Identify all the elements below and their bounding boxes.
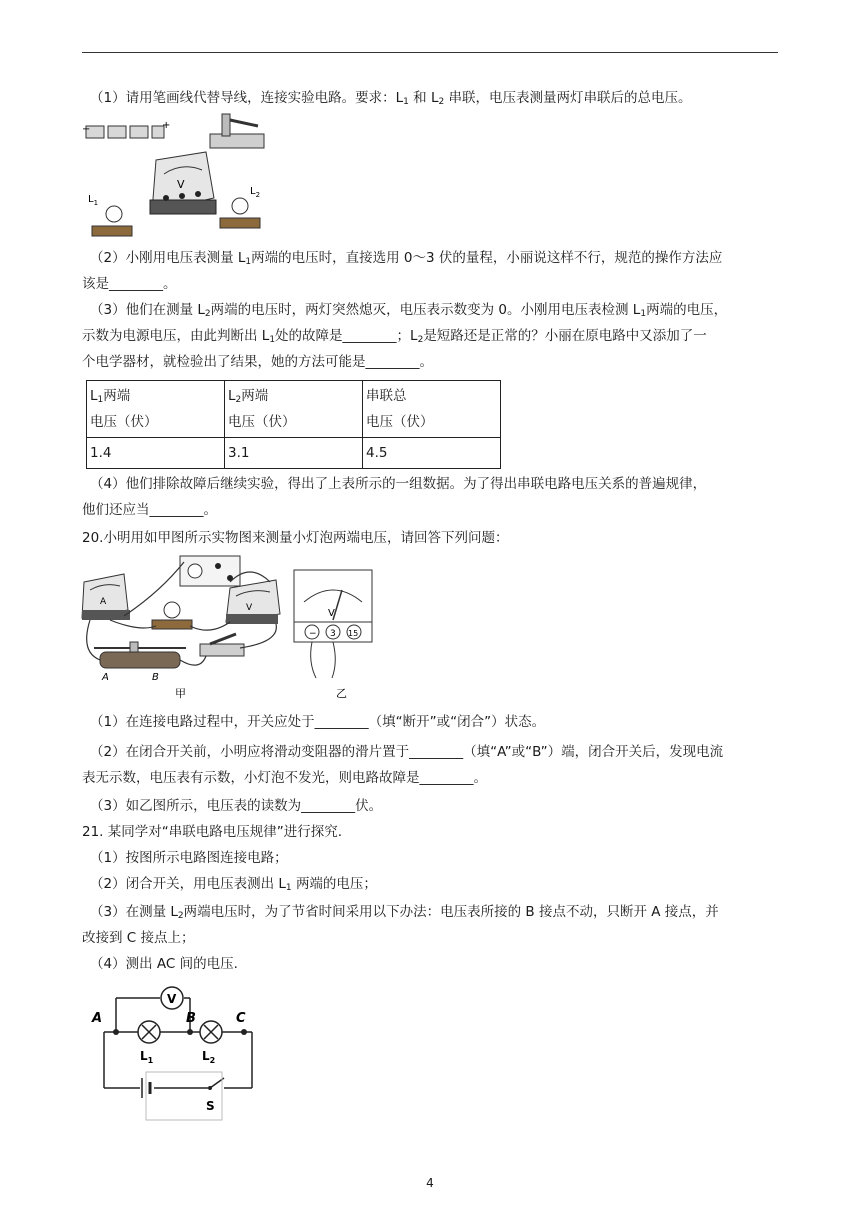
node-a-label: A [92,1011,103,1026]
terminal-3-label: 3 [330,629,336,639]
bulb-l2-icon [220,198,260,228]
voltmeter-label: V [246,603,253,613]
voltmeter-label: V [177,178,185,191]
voltmeter-label: V [167,992,177,1006]
q20-title: 20.小明用如甲图所示实物图来测量小灯泡两端电压，请回答下列问题： [82,530,509,546]
lamp-l1-label [140,1049,154,1065]
node-b-label: B [186,1011,196,1026]
lamp-l2-sub: 2 [209,1056,216,1065]
table-header-l2: $L_2$两端 电压（伏） [225,381,363,438]
table-cell-l1: 1.4 [87,438,225,469]
rheostat-icon [94,642,186,668]
switch-icon [210,114,264,148]
dial-v-label: V [328,608,335,619]
q20-part2-line2: 表无示数，电压表有示数，小灯泡不发光，则电路故障是________。 [82,770,487,786]
svg-text:L1 [88,194,98,207]
q21-step1: （1）按图所示电路图连接电路； [90,850,288,866]
table-cell-l2: 3.1 [225,438,363,469]
table-header-l1: $L_1$两端 电压（伏） [87,381,225,438]
q19-apparatus-figure [82,108,272,244]
node-c-label: C [236,1011,246,1026]
junction-a-dot [113,1029,119,1035]
l2-sub: 2 [255,191,261,199]
voltage-data-table [86,380,501,469]
lamp-l1-sub: 1 [147,1056,154,1065]
junction-b-dot [187,1029,193,1035]
q21-step3-line1: （3）在测量 $L_2$两端电压时，为了节省时间采用以下办法：电压表所接的 B 接点不动，只断开 A 接点，并 [90,904,719,921]
table-header-total: 串联总 电压（伏） [363,381,501,438]
q21-step4: （4）测出 AC 间的电压. [90,956,238,972]
q20-apparatus-figure [80,552,378,702]
terminal-minus-label: − [309,629,317,639]
q19-part3-line3: 个电学器材，就检验出了结果，她的方法可能是________。 [82,354,433,370]
table-cell-total: 4.5 [363,438,501,469]
rheostat-a-label: A [102,672,109,683]
rheostat-b-label: B [152,672,159,683]
q19-part4-line2: 他们还应当________。 [82,502,217,518]
page-number: 4 [426,1176,434,1190]
lamp-l2-letter: L [202,1049,210,1063]
table-header-row [87,381,501,438]
svg-text:L2 [250,186,260,199]
table-row [87,438,501,469]
figure-jia-label: 甲 [175,687,186,700]
lamp-l2-label [202,1049,215,1065]
switch-label: S [206,1099,215,1113]
terminal-15-label: 15 [348,629,359,638]
switch-icon [200,634,244,656]
voltmeter-icon [226,580,280,624]
ammeter-label: A [100,597,107,607]
junction-c-dot [241,1029,247,1035]
q21-circuit-diagram [90,984,265,1126]
l1-letter: L [88,194,94,205]
q20-part1: （1）在连接电路过程中，开关应处于________（填“断开”或“闭合”）状态。 [90,714,546,730]
figure-yi-label: 乙 [336,687,347,700]
q21-step2: （2）闭合开关，用电压表测出 $L_1$ 两端的电压； [90,876,377,893]
q20-part2-line1: （2）在闭合开关前，小明应将滑动变阻器的滑片置于________（填“A”或“B”）端，闭合开关后，发现电流 [90,744,724,760]
l2-letter: L [250,186,256,197]
q19-part2-line1: （2）小刚用电压表测量 $L_1$两端的电压时，直接选用 0～3 伏的量程，小丽说这样不行，规范的操作方法应 [90,250,723,267]
q19-part3-line1: （3）他们在测量 $L_2$两端的电压时，两灯突然熄灭，电压表示数变为 0。小刚用电压表检测 $L_1$两端的电压， [90,302,728,319]
q19-part2-line2: 该是________。 [82,276,177,292]
q20-part3: （3）如乙图所示，电压表的读数为________伏。 [90,798,383,814]
q19-part4-line1: （4）他们排除故障后继续实验，得出了上表所示的一组数据。为了得出串联电路电压关系的普遍规律， [90,476,707,492]
q19-part3-line2: 示数为电源电压，由此判断出 $L_1$处的故障是________；$L_2$是短路还是正常的？小丽在原电路中又添加了一 [82,328,707,345]
bulb-l1-icon [92,206,132,236]
q21-step3-line2: 改接到 C 接点上； [82,930,195,946]
q19-part1: （1）请用笔画线代替导线，连接实验电路。要求：$L_1$ 和 $L_2$ 串联，电压表测量两灯串联后的总电压。 [90,90,692,107]
battery-plus-label: + [162,120,171,131]
battery-minus-label: − [82,124,91,135]
header-rule [82,52,778,53]
q21-title: 21. 某同学对“串联电路电压规律”进行探究. [82,824,343,840]
voltmeter-dial-icon [294,570,372,678]
l1-sub: 1 [93,199,99,207]
lamp-l1-letter: L [140,1049,148,1063]
bulb-icon [152,602,192,629]
